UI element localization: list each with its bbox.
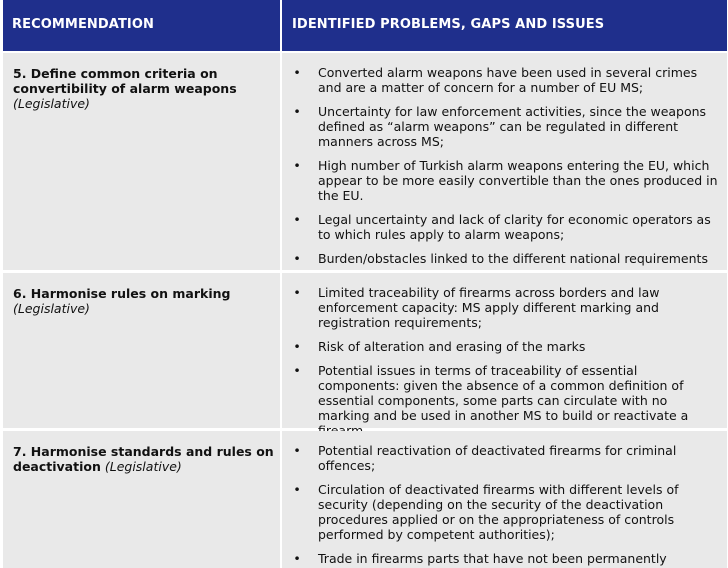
bullet-icon: • [293, 443, 301, 458]
recommendation-note: (Legislative) [13, 301, 90, 316]
list-item [292, 212, 719, 242]
recommendation-title: 7. Harmonise standards and rules on deactivation [13, 444, 274, 474]
recommendation-title: 6. Harmonise rules on marking [13, 286, 231, 301]
list-item [292, 251, 719, 266]
list-item [292, 104, 719, 149]
recommendation-note: (Legislative) [104, 459, 182, 474]
bullet-icon: • [293, 251, 301, 266]
recommendation-cell [3, 431, 282, 568]
bullet-text: Burden/obstacles linked to the different national requirements [318, 251, 708, 266]
bullet-text: Uncertainty for law enforcement activities, since the weapons defined as “alarm weapons” can be regulated in different manners across MS; [318, 104, 707, 149]
problems-list [292, 285, 719, 438]
bullet-text: High number of Turkish alarm weapons entering the EU, which appear to be more easily convertible than the ones produced in the EU. [318, 158, 718, 203]
header-problems: IDENTIFIED PROBLEMS, GAPS AND ISSUES [292, 17, 605, 32]
list-item [292, 339, 719, 354]
bullet-icon: • [293, 363, 301, 378]
table-row [3, 53, 727, 270]
list-item [292, 551, 719, 566]
bullet-icon: • [293, 212, 301, 227]
list-item [292, 285, 719, 330]
recommendation-title: 5. Define common criteria on convertibility of alarm weapons [13, 66, 237, 96]
bullet-text: Converted alarm weapons have been used in several crimes and are a matter of concern for a number of EU MS; [318, 65, 698, 95]
problems-list [292, 65, 719, 266]
list-item [292, 482, 719, 542]
bullet-text: Trade in firearms parts that have not been permanently [318, 551, 667, 566]
bullet-icon: • [293, 339, 301, 354]
list-item [292, 65, 719, 95]
list-item [292, 443, 719, 473]
bullet-icon: • [293, 104, 301, 119]
bullet-text: Potential reactivation of deactivated firearms for criminal offences; [318, 443, 677, 473]
problems-list [292, 443, 719, 566]
recommendation-cell [3, 53, 282, 270]
problems-cell [282, 53, 727, 270]
problems-cell [282, 431, 727, 568]
bullet-text: Limited traceability of firearms across borders and law enforcement capacity: MS apply different marking and registration requirements; [318, 285, 660, 330]
bullet-icon: • [293, 285, 301, 300]
recommendation-note: (Legislative) [13, 96, 90, 111]
bullet-text: Potential issues in terms of traceability of essential components: given the absence of a common definition of essential components, some parts can circulate with no marking and be used in another MS to build or reactivate a [318, 363, 689, 423]
header-recommendation: RECOMMENDATION [3, 0, 282, 51]
problems-cell [282, 273, 727, 428]
bullet-text: Circulation of deactivated firearms with different levels of security (depending on the security of the deactivation procedures applied or on the appropriateness of controls performed by competent authorities); [318, 482, 679, 542]
table-header [3, 0, 727, 51]
table-row [3, 273, 727, 428]
bullet-icon: • [293, 158, 301, 173]
bullet-icon: • [293, 551, 301, 566]
bullet-text: Legal uncertainty and lack of clarity for economic operators as to which rules apply to alarm weapons; [318, 212, 711, 242]
list-item [292, 363, 719, 438]
table-row [3, 431, 727, 568]
bullet-text: Risk of alteration and erasing of the marks [318, 339, 586, 354]
recommendation-cell [3, 273, 282, 428]
bullet-icon: • [293, 482, 301, 497]
bullet-icon: • [293, 65, 301, 80]
list-item [292, 158, 719, 203]
